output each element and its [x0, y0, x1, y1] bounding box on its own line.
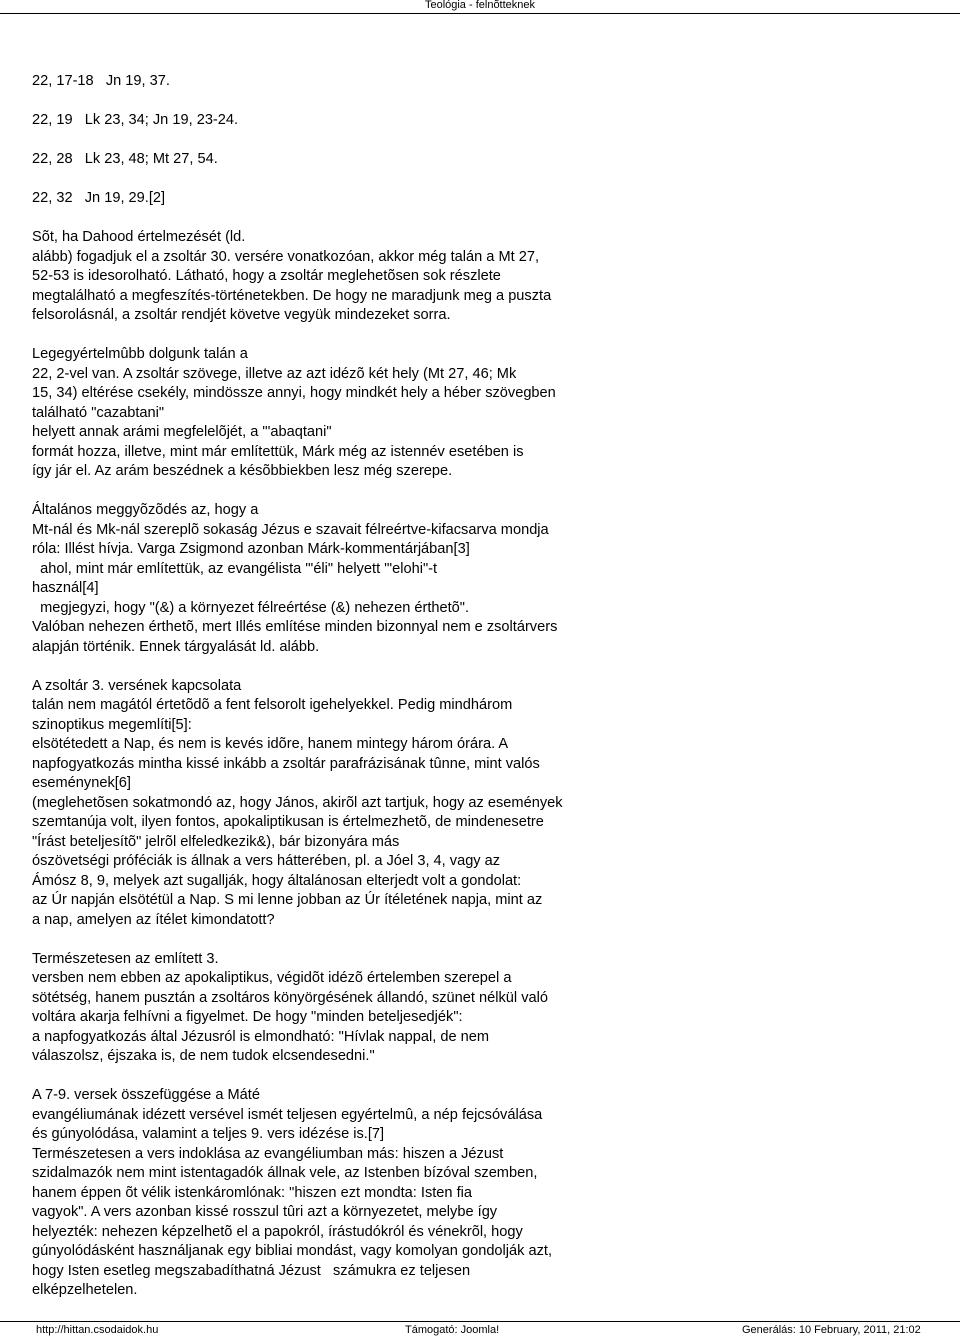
paragraph — [32, 345, 652, 482]
text-line: szemtanúja volt, ilyen fontos, apokaliptikusan is értelmezhetõ, de mindenesetre — [32, 814, 544, 830]
text-line: válaszolsz, éjszaka is, de nem tudok elcsendesedni." — [32, 1048, 375, 1064]
text-line: az Úr napján elsötétül a Nap. S mi lenne jobban az Úr ítéletének napja, mint az — [32, 892, 543, 908]
text-line: (meglehetõsen sokatmondó az, hogy János, akirõl azt tartjuk, hogy az események — [32, 794, 563, 811]
text-line: Sõt, ha Dahood értelmezését (ld. — [32, 229, 246, 245]
paragraph — [32, 501, 652, 657]
text-line: 22, 28 Lk 23, 48; Mt 27, 54. — [32, 151, 218, 167]
text-line: a napfogyatkozás által Jézusról is elmondható: "Hívlak nappal, de nem — [32, 1028, 490, 1045]
text-line: Ámósz 8, 9, melyek azt sugallják, hogy általánosan elterjedt volt a gondolat: — [32, 872, 522, 889]
footer-sponsor: Támogató: Joomla! — [405, 1324, 500, 1336]
document-body — [32, 72, 652, 1301]
text-line: található "cazabtani" — [32, 404, 165, 421]
paragraph — [32, 72, 652, 92]
text-line: így jár el. Az arám beszédnek a késõbbiekben lesz még szerepe. — [32, 463, 453, 479]
text-line: eseménynek[6] — [32, 775, 131, 791]
text-line: hanem éppen õt vélik istenkáromlónak: "hiszen ezt mondta: Isten fia — [32, 1184, 472, 1201]
text-line: helyett annak arámi megfelelõjét, a "'abaqtani" — [32, 424, 332, 440]
text-line: 22, 17-18 Jn 19, 37. — [32, 73, 170, 89]
text-line: elsötétedett a Nap, és nem is kevés idõre, hanem mintegy három órára. A — [32, 736, 509, 752]
text-line: szinoptikus megemlíti[5]: — [32, 716, 192, 733]
paragraph — [32, 228, 652, 326]
paragraph — [32, 189, 652, 209]
text-line: Természetesen a vers indoklása az evangéliumban más: hiszen a Jézust — [32, 1145, 504, 1162]
text-line: használ[4] — [32, 580, 99, 596]
footer-url: http://hittan.csodaidok.hu — [36, 1324, 159, 1336]
text-line: ahol, mint már említettük, az evangélista "'éli" helyett "'elohi"-t — [32, 560, 438, 577]
text-line: versben nem ebben az apokaliptikus, végidõt idézõ értelemben szerepel a — [32, 970, 512, 986]
text-line: 22, 2-vel van. A zsoltár szövege, illetve az azt idézõ két hely (Mt 27, 46; Mk — [32, 365, 517, 382]
text-line: hogy Isten esetleg megszabadíthatná Jézust számukra ez teljesen — [32, 1262, 471, 1279]
text-line: megjegyzi, hogy "(&) a környezet félreértése (&) nehezen érthetõ". — [32, 599, 470, 616]
text-line: 15, 34) eltérése csekély, mindössze annyi, hogy mindkét hely a héber szövegben — [32, 385, 556, 401]
text-line: voltára akarja felhívni a figyelmet. De hogy "minden beteljesedjék": — [32, 1009, 463, 1025]
text-line: vagyok". A vers azonban kissé rosszul tûri azt a környezetet, melybe így — [32, 1204, 498, 1220]
text-line: 22, 32 Jn 19, 29.[2] — [32, 190, 166, 206]
text-line: formát hozza, illetve, mint már említettük, Márk még az istennév esetében is — [32, 443, 524, 460]
text-line: megtalálható a megfeszítés-történetekben. De hogy ne maradjunk meg a puszta — [32, 287, 552, 304]
text-line: 22, 19 Lk 23, 34; Jn 19, 23-24. — [32, 112, 239, 128]
text-line: napfogyatkozás mintha kissé inkább a zsoltár parafrázisának tûnne, mint valós — [32, 755, 540, 772]
header-divider — [0, 13, 960, 14]
text-line: talán nem magától értetõdõ a fent felsorolt igehelyekkel. Pedig mindhárom — [32, 697, 513, 713]
text-line: Természetesen az említett 3. — [32, 950, 219, 967]
paragraph — [32, 677, 652, 931]
paragraph — [32, 111, 652, 131]
text-line: Valóban nehezen érthetõ, mert Illés említése minden bizonnyal nem e zsoltárvers — [32, 619, 558, 635]
text-line: ószövetségi próféciák is állnak a vers hátterében, pl. a Jóel 3, 4, vagy az — [32, 853, 501, 869]
page-header-title: Teológia - felnõtteknek — [424, 0, 536, 11]
text-line: Általános meggyõzõdés az, hogy a — [32, 502, 259, 518]
paragraph — [32, 150, 652, 170]
text-line: alapján történik. Ennek tárgyalását ld. alább. — [32, 638, 320, 655]
text-line: sötétség, hanem pusztán a zsoltáros könyörgésének állandó, szünet nélkül való — [32, 989, 548, 1006]
text-line: felsorolásnál, a zsoltár rendjét követve vegyük mindezeket sorra. — [32, 307, 451, 323]
text-line: róla: Illést hívja. Varga Zsigmond azonban Márk-kommentárjában[3] — [32, 541, 470, 557]
text-line: "Írást beteljesítõ" jelrõl elfeledkezik&), bár bizonyára más — [32, 833, 400, 850]
text-line: szidalmazók nem mint istentagadók állnak vele, az Istenben bízóval szemben, — [32, 1165, 538, 1181]
text-line: A 7-9. versek összefüggése a Máté — [32, 1087, 260, 1103]
text-line: A zsoltár 3. versének kapcsolata — [32, 677, 242, 694]
text-line: helyezték: nehezen képzelhetõ el a papokról, írástudókról és vénekrõl, hogy — [32, 1223, 523, 1240]
footer-divider — [0, 1321, 960, 1322]
text-line: és gúnyolódása, valamint a teljes 9. vers idézése is.[7] — [32, 1126, 385, 1142]
text-line: evangéliumának idézett versével ismét teljesen egyértelmû, a nép fejcsóválása — [32, 1106, 543, 1123]
text-line: elképzelhetelen. — [32, 1282, 138, 1298]
paragraph — [32, 1086, 652, 1301]
text-line: a nap, amelyen az ítélet kimondatott? — [32, 911, 275, 928]
text-line: Mt-nál és Mk-nál szereplõ sokaság Jézus e szavait félreértve-kifacsarva mondja — [32, 521, 549, 538]
text-line: alább) fogadjuk el a zsoltár 30. versére vonatkozóan, akkor még talán a Mt 27, — [32, 248, 540, 265]
footer-generated: Generálás: 10 February, 2011, 21:02 — [742, 1324, 921, 1336]
text-line: gúnyolódásként használjanak egy bibliai mondást, vagy komolyan gondolják azt, — [32, 1243, 553, 1259]
text-line: Legegyértelmûbb dolgunk talán a — [32, 346, 248, 362]
paragraph — [32, 950, 652, 1067]
text-line: 52-53 is idesorolható. Látható, hogy a zsoltár meglehetõsen sok részlete — [32, 268, 501, 284]
